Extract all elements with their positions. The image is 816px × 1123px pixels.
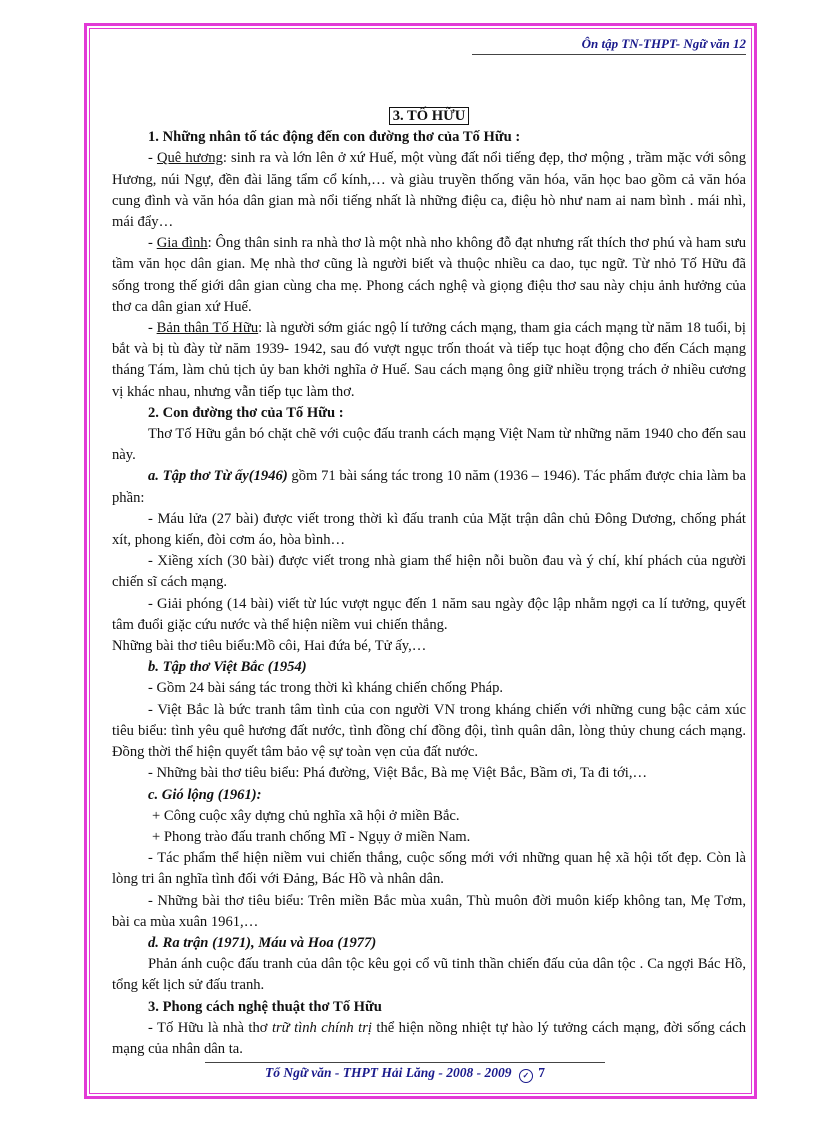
paragraph-gia-dinh: - Gia đình: Ông thân sinh ra nhà thơ là một nhà nho không đỗ đạt nhưng rất thích thơ phú và ham sưu tầm văn học dân gian. Mẹ nhà thơ cũng là người biết và thuộc nhiều ca dao, tục ngữ. Từ nhỏ Tố Hữu đã sống trong thế giới dân gian cùng cha mẹ. Phong cách nghệ và giọng điệu thơ sau này chịu ảnh hưởng của thơ ca dân gian xứ Huế. — [112, 235, 746, 315]
document-body — [112, 106, 746, 1060]
paragraph-ban-than: - Bản thân Tố Hữu: là người sớm giác ngộ lí tưởng cách mạng, tham gia cách mạng từ năm 18 tuổi, bị bắt và bị tù đày từ năm 1939- 1942, sau đó vượt ngục trốn thoát và tiếp tục hoạt động cho đến Cách mạng tháng Tám, làm chủ tịch ủy ban khởi nghĩa ở Huế. Sau cách mạng ông giữ nhiều trọng trách ở nhiều cương vị khác nhau, nhưng vẫn tiếp tục làm thơ. — [112, 320, 746, 400]
list-item: - Xiềng xích (30 bài) được viết trong nhà giam thể hiện nỗi buồn đau và ý chí, khí phách của người chiến sĩ cách mạng. — [112, 553, 746, 591]
list-item: - Máu lửa (27 bài) được viết trong thời kì đấu tranh của Mặt trận dân chủ Đông Dương, chống phát xít, phong kiến, đòi cơm áo, hòa bình… — [112, 510, 746, 549]
subheading-viet-bac: b. Tập thơ Việt Bắc (1954) — [148, 659, 307, 676]
list-item: - Giải phóng (14 bài) viết từ lúc vượt ngục đến 1 năm sau ngày độc lập nhằm ngợi ca lí tưởng, quyết tâm đuổi giặc cứu nước và thể hiện niềm vui chiến thắng. — [112, 595, 746, 633]
heading-1: 1. Những nhân tố tác động đến con đường thơ của Tố Hữu : — [148, 129, 521, 146]
list-item: - Những bài thơ tiêu biểu: Trên miền Bắc mùa xuân, Thù muôn đời muôn kiếp không tan, Mẹ Tơm, bài ca mùa xuân 1961,… — [112, 892, 746, 930]
list-item: + Công cuộc xây dựng chủ nghĩa xã hội ở miền Bắc. — [152, 807, 460, 824]
list-item: - Tố Hữu là nhà thơ trữ tình chính trị thể hiện nồng nhiệt tự hào lý tưởng cách mạng, đời sống cách mạng của nhân dân ta. — [112, 1019, 746, 1057]
list-item: - Tác phẩm thể hiện niềm vui chiến thắng, cuộc sống mới với những quan hệ xã hội tốt đẹp. Còn là lòng tri ân nghĩa tình đối với Đảng, Bác Hồ và nhân dân. — [112, 850, 746, 888]
heading-3: 3. Phong cách nghệ thuật thơ Tố Hữu — [148, 998, 382, 1015]
list-item: - Những bài thơ tiêu biểu: Phá đường, Việt Bắc, Bà mẹ Việt Bắc, Bầm ơi, Ta đi tới,… — [148, 765, 648, 782]
paragraph-tu-ay: a. Tập thơ Từ ấy(1946) gồm 71 bài sáng tác trong 10 năm (1936 – 1946). Tác phẩm được chia làm ba phần: — [112, 468, 747, 506]
heading-2: 2. Con đường thơ của Tố Hữu : — [148, 404, 344, 421]
list-item: - Việt Bắc là bức tranh tâm tình của con người VN trong kháng chiến với những cung bậc cảm xúc tiêu biểu: tình yêu quê hương đất nước, tình đồng chí đồng đội, tình quân dân, lòng thủy chung cách mạng. Đồng thời thể hiện quyết tâm bảo vệ sự toàn vẹn của đất nước. — [112, 701, 746, 761]
subheading-gio-long: c. Gió lộng (1961): — [148, 786, 262, 803]
page-footer — [205, 1062, 605, 1083]
list-item: Những bài thơ tiêu biểu:Mồ côi, Hai đứa bé, Tử ấy,… — [112, 638, 427, 655]
list-item: - Gồm 24 bài sáng tác trong thời kì kháng chiến chống Pháp. — [148, 680, 504, 697]
page-header: Ôn tập TN-THPT- Ngữ văn 12 — [472, 36, 746, 55]
footer-text: Tổ Ngữ văn - THPT Hải Lăng - 2008 - 2009 — [264, 1065, 512, 1080]
subheading-ra-tran: d. Ra trận (1971), Máu và Hoa (1977) — [148, 934, 377, 951]
section-title: 3. TỐ HỮU — [112, 106, 746, 127]
paragraph-que-huong: - Quê hương: sinh ra và lớn lên ở xứ Huế, một vùng đất nổi tiếng đẹp, thơ mộng , trầm mặc với sông Hương, núi Ngự, đền đài lăng tẩm cổ kính,… và giàu truyền thống văn hóa, văn học bao gồm cả văn hóa cung đình và văn hóa dân gian mà nổi tiếng nhất là những điệu ca, điệu hò như nam ai nam bình . mái nhì, mái đẩy… — [112, 150, 747, 231]
globe-icon: ✓ — [519, 1069, 533, 1083]
page-number: 7 — [538, 1065, 546, 1080]
list-item: Phản ánh cuộc đấu tranh của dân tộc kêu gọi cổ vũ tinh thần chiến đấu của dân tộc . Ca ngợi Bác Hồ, tổng kết lịch sử đấu tranh. — [112, 956, 746, 994]
list-item: + Phong trào đấu tranh chống Mĩ - Ngụy ở miền Nam. — [152, 828, 471, 845]
paragraph-intro: Thơ Tố Hữu gắn bó chặt chẽ với cuộc đấu tranh cách mạng Việt Nam từ những năm 1940 cho đến sau này. — [112, 426, 746, 464]
